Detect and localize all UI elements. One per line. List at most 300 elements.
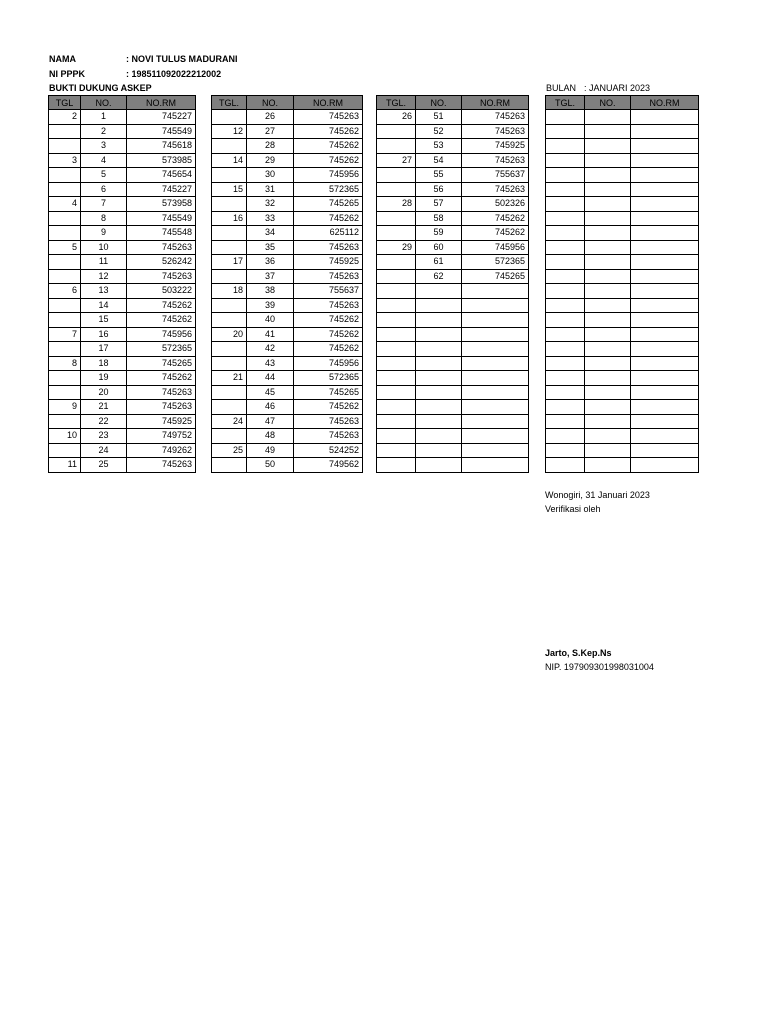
cell-no (585, 211, 631, 226)
table-row (377, 240, 529, 255)
cell-norm: 745262 (294, 153, 363, 168)
cell-no (416, 400, 462, 415)
cell-tgl (546, 110, 585, 125)
table-row (546, 400, 699, 415)
cell-tgl (377, 168, 416, 183)
table-row (377, 269, 529, 284)
cell-no (416, 458, 462, 473)
table-row (212, 400, 363, 415)
cell-tgl (377, 269, 416, 284)
cell-norm (631, 414, 699, 429)
cell-norm: 745227 (127, 182, 196, 197)
cell-no (416, 385, 462, 400)
cell-tgl (377, 284, 416, 299)
cell-no (585, 313, 631, 328)
cell-tgl: 4 (49, 197, 81, 212)
table-row (49, 182, 196, 197)
table-row (49, 197, 196, 212)
cell-tgl (377, 327, 416, 342)
cell-tgl (546, 255, 585, 270)
cell-tgl: 5 (49, 240, 81, 255)
cell-norm (631, 356, 699, 371)
table-row (49, 139, 196, 154)
cell-no: 60 (416, 240, 462, 255)
cell-tgl (546, 371, 585, 386)
table-header-row (377, 96, 529, 110)
cell-tgl (377, 414, 416, 429)
table-row (212, 182, 363, 197)
cell-norm (631, 327, 699, 342)
cell-norm (631, 342, 699, 357)
cell-norm: 745548 (127, 226, 196, 241)
cell-tgl (546, 342, 585, 357)
cell-no: 18 (81, 356, 127, 371)
cell-norm: 745263 (462, 182, 529, 197)
table-row (49, 400, 196, 415)
cell-tgl: 21 (212, 371, 247, 386)
cell-norm: 745263 (127, 240, 196, 255)
cell-norm: 745265 (127, 356, 196, 371)
cell-no: 1 (81, 110, 127, 125)
document-title: BUKTI DUKUNG ASKEP (49, 83, 152, 93)
cell-tgl (546, 284, 585, 299)
cell-norm: 745263 (294, 110, 363, 125)
cell-no (416, 327, 462, 342)
table-row (212, 429, 363, 444)
table-header-row (49, 96, 196, 110)
table-row (377, 124, 529, 139)
cell-no (416, 313, 462, 328)
cell-norm (462, 400, 529, 415)
table-row (377, 327, 529, 342)
table-row (49, 153, 196, 168)
cell-norm: 745263 (127, 458, 196, 473)
cell-norm (631, 110, 699, 125)
cell-norm (462, 327, 529, 342)
cell-norm: 572365 (127, 342, 196, 357)
table-row (546, 342, 699, 357)
cell-norm: 745262 (127, 371, 196, 386)
cell-norm: 745263 (462, 153, 529, 168)
table-row (377, 429, 529, 444)
cell-norm: 745549 (127, 211, 196, 226)
cell-norm: 745265 (294, 197, 363, 212)
table-row (546, 153, 699, 168)
cell-tgl (49, 211, 81, 226)
cell-tgl (546, 313, 585, 328)
cell-no (585, 269, 631, 284)
cell-no: 52 (416, 124, 462, 139)
cell-tgl (212, 342, 247, 357)
table-row (49, 240, 196, 255)
cell-tgl (49, 269, 81, 284)
cell-no: 17 (81, 342, 127, 357)
table-row (49, 458, 196, 473)
table-row (546, 110, 699, 125)
cell-tgl (377, 443, 416, 458)
cell-norm: 745265 (294, 385, 363, 400)
cell-norm (462, 414, 529, 429)
cell-tgl: 29 (377, 240, 416, 255)
table-row (49, 110, 196, 125)
table-row (49, 168, 196, 183)
cell-no: 45 (247, 385, 294, 400)
cell-tgl (212, 313, 247, 328)
cell-tgl (377, 313, 416, 328)
cell-no (585, 139, 631, 154)
cell-norm (631, 385, 699, 400)
table-row (377, 197, 529, 212)
bulan-value: : JANUARI 2023 (584, 83, 651, 93)
cell-norm: 745956 (462, 240, 529, 255)
cell-no (585, 124, 631, 139)
cell-tgl (377, 226, 416, 241)
table-row (49, 124, 196, 139)
cell-no: 42 (247, 342, 294, 357)
table-row (546, 182, 699, 197)
cell-norm: 745262 (127, 313, 196, 328)
cell-norm (631, 269, 699, 284)
cell-no: 46 (247, 400, 294, 415)
cell-no: 23 (81, 429, 127, 444)
cell-tgl (212, 400, 247, 415)
cell-no: 15 (81, 313, 127, 328)
table-row (377, 284, 529, 299)
cell-no: 9 (81, 226, 127, 241)
cell-norm: 745262 (294, 342, 363, 357)
cell-no (416, 414, 462, 429)
cell-tgl: 3 (49, 153, 81, 168)
cell-norm: 745549 (127, 124, 196, 139)
col-norm: NO.RM (462, 96, 529, 110)
cell-norm (462, 429, 529, 444)
cell-no: 25 (81, 458, 127, 473)
table-row (546, 429, 699, 444)
cell-tgl (546, 458, 585, 473)
table-row (377, 255, 529, 270)
cell-tgl (212, 197, 247, 212)
cell-tgl (49, 139, 81, 154)
cell-norm: 745263 (294, 414, 363, 429)
cell-no: 47 (247, 414, 294, 429)
cell-no: 2 (81, 124, 127, 139)
cell-norm (462, 342, 529, 357)
cell-tgl: 14 (212, 153, 247, 168)
cell-no (416, 298, 462, 313)
cell-tgl (546, 124, 585, 139)
cell-tgl (49, 342, 81, 357)
cell-tgl: 20 (212, 327, 247, 342)
cell-tgl (546, 298, 585, 313)
cell-norm (631, 168, 699, 183)
cell-tgl (49, 168, 81, 183)
table-row (49, 385, 196, 400)
cell-norm: 745618 (127, 139, 196, 154)
cell-no: 38 (247, 284, 294, 299)
table-row (212, 240, 363, 255)
cell-norm (462, 458, 529, 473)
cell-norm: 745262 (294, 124, 363, 139)
table-row (546, 124, 699, 139)
cell-no: 26 (247, 110, 294, 125)
cell-norm (462, 284, 529, 299)
table-row (212, 414, 363, 429)
cell-no: 21 (81, 400, 127, 415)
cell-no: 53 (416, 139, 462, 154)
cell-norm: 745263 (294, 429, 363, 444)
cell-tgl: 11 (49, 458, 81, 473)
col-tgl: TGL. (546, 96, 585, 110)
table-row (377, 182, 529, 197)
cell-tgl: 25 (212, 443, 247, 458)
signature-verified-by: Verifikasi oleh (545, 504, 601, 514)
cell-no (585, 400, 631, 415)
cell-tgl (377, 124, 416, 139)
table-row (49, 284, 196, 299)
table-row (212, 197, 363, 212)
cell-tgl (377, 139, 416, 154)
table-row (546, 371, 699, 386)
cell-tgl (49, 371, 81, 386)
cell-no: 20 (81, 385, 127, 400)
cell-no (585, 197, 631, 212)
cell-no: 27 (247, 124, 294, 139)
cell-norm (631, 284, 699, 299)
nama-label: NAMA (49, 54, 76, 64)
cell-norm (462, 371, 529, 386)
cell-tgl (212, 139, 247, 154)
cell-tgl: 8 (49, 356, 81, 371)
cell-no (585, 110, 631, 125)
cell-tgl: 24 (212, 414, 247, 429)
cell-norm: 745263 (127, 269, 196, 284)
cell-tgl (49, 298, 81, 313)
cell-no: 14 (81, 298, 127, 313)
cell-tgl (49, 124, 81, 139)
cell-tgl (49, 255, 81, 270)
cell-tgl (546, 327, 585, 342)
table-row (377, 342, 529, 357)
table-row (212, 356, 363, 371)
table-row (49, 371, 196, 386)
table-row (212, 168, 363, 183)
table-row (377, 139, 529, 154)
cell-tgl (212, 168, 247, 183)
cell-no (585, 226, 631, 241)
cell-tgl (212, 385, 247, 400)
cell-tgl (49, 443, 81, 458)
askep-table-1 (48, 95, 196, 473)
cell-no: 34 (247, 226, 294, 241)
cell-norm: 745654 (127, 168, 196, 183)
table-row (377, 458, 529, 473)
cell-no: 5 (81, 168, 127, 183)
cell-no: 12 (81, 269, 127, 284)
cell-tgl (212, 269, 247, 284)
cell-no: 55 (416, 168, 462, 183)
cell-no (416, 443, 462, 458)
cell-norm: 526242 (127, 255, 196, 270)
cell-tgl: 6 (49, 284, 81, 299)
cell-norm: 745263 (294, 298, 363, 313)
cell-tgl (377, 298, 416, 313)
cell-norm: 503222 (127, 284, 196, 299)
cell-no: 8 (81, 211, 127, 226)
cell-tgl (546, 226, 585, 241)
cell-no: 39 (247, 298, 294, 313)
cell-tgl (212, 458, 247, 473)
cell-tgl (212, 110, 247, 125)
cell-no (585, 371, 631, 386)
cell-tgl (377, 211, 416, 226)
cell-norm: 745265 (462, 269, 529, 284)
cell-norm (631, 197, 699, 212)
cell-norm (631, 313, 699, 328)
cell-norm: 745263 (294, 240, 363, 255)
table-row (212, 124, 363, 139)
cell-norm: 573985 (127, 153, 196, 168)
cell-tgl (546, 400, 585, 415)
cell-norm: 572365 (294, 371, 363, 386)
cell-norm: 745263 (462, 110, 529, 125)
table-row (546, 284, 699, 299)
cell-no: 48 (247, 429, 294, 444)
cell-norm: 745262 (462, 226, 529, 241)
cell-tgl (377, 371, 416, 386)
table-row (377, 313, 529, 328)
table-header-row (212, 96, 363, 110)
table-row (546, 385, 699, 400)
table-row (546, 226, 699, 241)
cell-tgl (49, 385, 81, 400)
cell-no: 61 (416, 255, 462, 270)
cell-norm: 745263 (294, 269, 363, 284)
cell-tgl: 17 (212, 255, 247, 270)
cell-tgl (212, 429, 247, 444)
cell-no: 35 (247, 240, 294, 255)
cell-no (416, 371, 462, 386)
cell-norm: 749752 (127, 429, 196, 444)
cell-tgl: 15 (212, 182, 247, 197)
cell-norm: 755637 (294, 284, 363, 299)
cell-norm: 745262 (294, 400, 363, 415)
cell-norm: 745262 (294, 313, 363, 328)
cell-norm: 745262 (462, 211, 529, 226)
table-row (546, 327, 699, 342)
cell-norm (462, 443, 529, 458)
cell-tgl (49, 313, 81, 328)
cell-no: 33 (247, 211, 294, 226)
cell-tgl (212, 298, 247, 313)
nippk-label: NI PPPK (49, 69, 86, 79)
cell-no (585, 327, 631, 342)
table-row (546, 168, 699, 183)
cell-no: 44 (247, 371, 294, 386)
cell-no (585, 182, 631, 197)
table-row (546, 211, 699, 226)
cell-tgl (212, 240, 247, 255)
col-no: NO. (416, 96, 462, 110)
cell-no: 41 (247, 327, 294, 342)
table-row (49, 226, 196, 241)
cell-tgl (546, 197, 585, 212)
table-row (546, 443, 699, 458)
table-row (212, 211, 363, 226)
cell-no: 36 (247, 255, 294, 270)
table-row (377, 371, 529, 386)
table-row (212, 284, 363, 299)
signature-place-date: Wonogiri, 31 Januari 2023 (545, 490, 650, 500)
cell-no: 31 (247, 182, 294, 197)
cell-norm: 745262 (294, 327, 363, 342)
cell-tgl (377, 342, 416, 357)
table-row (212, 269, 363, 284)
cell-tgl: 27 (377, 153, 416, 168)
cell-tgl (546, 182, 585, 197)
cell-norm: 745925 (294, 255, 363, 270)
cell-no: 58 (416, 211, 462, 226)
cell-norm: 625112 (294, 226, 363, 241)
cell-no (416, 429, 462, 444)
table-row (49, 342, 196, 357)
cell-norm (631, 443, 699, 458)
table-row (212, 110, 363, 125)
cell-tgl: 26 (377, 110, 416, 125)
table-row (212, 226, 363, 241)
cell-norm (631, 182, 699, 197)
table-row (546, 139, 699, 154)
cell-no: 24 (81, 443, 127, 458)
cell-norm: 745925 (462, 139, 529, 154)
cell-no: 32 (247, 197, 294, 212)
table-row (49, 211, 196, 226)
cell-tgl (49, 414, 81, 429)
table-row (49, 269, 196, 284)
table-row (377, 298, 529, 313)
cell-no: 3 (81, 139, 127, 154)
signature-nip: NIP. 197909301998031004 (545, 662, 654, 672)
table-row (49, 414, 196, 429)
col-no: NO. (247, 96, 294, 110)
cell-no (416, 284, 462, 299)
table-header-row (546, 96, 699, 110)
cell-tgl (546, 168, 585, 183)
cell-no: 54 (416, 153, 462, 168)
table-row (546, 197, 699, 212)
cell-no: 13 (81, 284, 127, 299)
cell-norm (631, 429, 699, 444)
cell-norm: 755637 (462, 168, 529, 183)
cell-norm (631, 240, 699, 255)
cell-norm (631, 400, 699, 415)
table-row (49, 298, 196, 313)
table-row (212, 298, 363, 313)
cell-tgl: 12 (212, 124, 247, 139)
table-row (212, 385, 363, 400)
cell-no (585, 298, 631, 313)
cell-norm (462, 313, 529, 328)
cell-norm: 745956 (127, 327, 196, 342)
table-row (49, 356, 196, 371)
cell-norm: 745956 (294, 356, 363, 371)
cell-no (585, 385, 631, 400)
cell-tgl (546, 269, 585, 284)
cell-norm (631, 458, 699, 473)
cell-tgl (49, 226, 81, 241)
cell-tgl (212, 226, 247, 241)
cell-no: 6 (81, 182, 127, 197)
cell-no: 62 (416, 269, 462, 284)
